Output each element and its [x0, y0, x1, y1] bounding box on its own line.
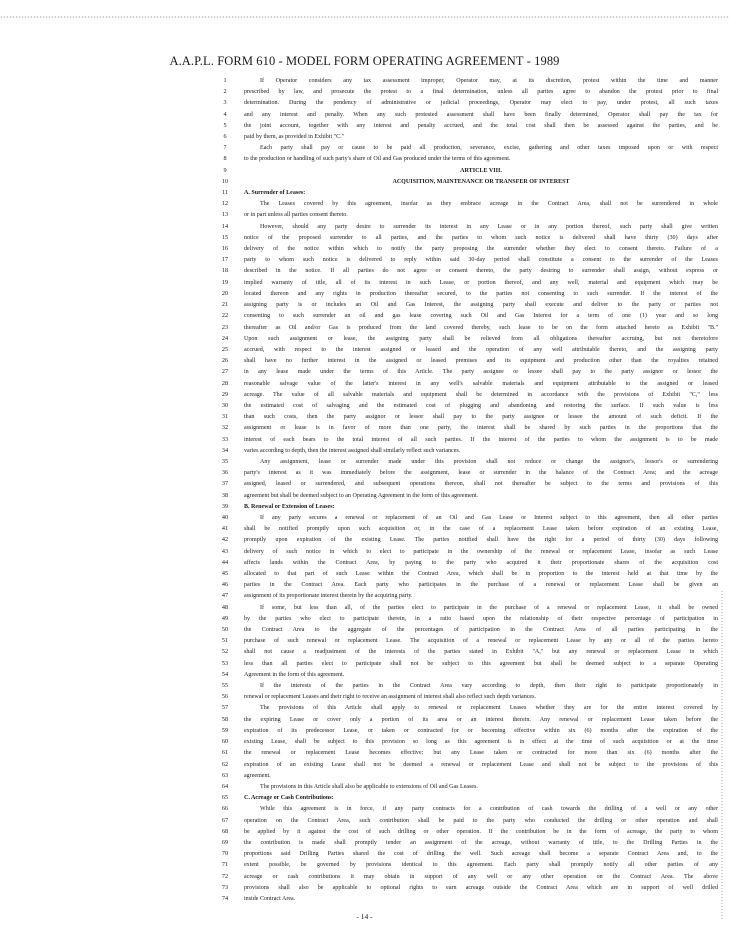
document-line — [0, 726, 729, 736]
line-number: 55 — [221, 682, 229, 690]
line-number: 31 — [221, 413, 229, 421]
line-number: 34 — [221, 446, 229, 454]
line-text: delivery of such notice in which to elect to participate in the ownership of the renewal or replacement Lease, insofar as such Lease — [244, 548, 718, 555]
line-text: inside Contract Area. — [244, 895, 296, 902]
line-number: 57 — [221, 704, 229, 712]
document-line — [0, 98, 729, 108]
line-text: party to whom such notice is delivered to reply within said 30-day period shall constitute a consent to the surrender of the Leases — [244, 257, 718, 264]
line-number: 36 — [221, 469, 229, 477]
document-line — [0, 311, 729, 321]
line-number: 66 — [221, 805, 229, 813]
line-number: 51 — [221, 637, 229, 645]
line-number: 10 — [221, 177, 229, 185]
document-line — [0, 278, 729, 288]
document-line — [0, 233, 729, 243]
line-text: Each party shall pay or cause to be paid all production, severance, excise, gathering and other taxes imposed upon or with respect — [260, 145, 718, 152]
document-line — [0, 625, 729, 635]
line-text: renewal or replacement Leases and their right to receive an assignment of interest shall also reflect such depth variances. — [244, 694, 536, 701]
line-number: 47 — [221, 592, 229, 600]
line-text: C. Acreage or Cash Contributions: — [244, 795, 334, 802]
document-line — [0, 748, 729, 758]
document-line — [0, 166, 729, 176]
document-line — [0, 199, 729, 209]
line-text: the contribution is made shall promptly tender an assignment of the acreage, without warranty of title, to the Drilling Parties in the — [244, 839, 718, 846]
line-text: Upon such assignment or lease, the assigning party shall be relieved from all obligations thereafter accruing, but not theretofore — [244, 335, 718, 342]
line-number: 33 — [221, 435, 229, 443]
line-text: expiration of its predecessor Lease, or taken or contracted for or becoming effective within six (6) months after the expiration of the — [244, 727, 718, 734]
document-line — [0, 244, 729, 254]
line-text: notice of the proposed surrender to all parties, and the parties to whom such notice is delivered shall have thirty (30) days after — [244, 234, 718, 241]
document-line — [0, 210, 729, 220]
line-number: 12 — [221, 200, 229, 208]
line-number: 25 — [221, 345, 229, 353]
line-text: less than all parties elect to participate shall not be subject to this agreement but shall be deemed subject to a separate Operating — [244, 660, 718, 667]
document-line — [0, 390, 729, 400]
line-text: If some, but less than all, of the parties elect to participate in the purchase of a renewal or replacement Lease, it shall be owned — [260, 604, 718, 611]
line-text: than such costs, then the party assignor or lessor shall pay to the party assignee or lessee the amount of such deficit. If the — [244, 414, 718, 421]
line-number: 73 — [221, 883, 229, 891]
document-line — [0, 872, 729, 882]
document-line — [0, 535, 729, 545]
line-text: provisions shall also be applicable to optional rights to earn acreage outside the Contract Area which are in support of well drilled — [244, 884, 718, 891]
document-line — [0, 255, 729, 265]
line-number: 20 — [221, 289, 229, 297]
document-line — [0, 334, 729, 344]
line-number: 13 — [221, 211, 229, 219]
line-text: extent possible, be governed by provisions identical to this agreement. Each party shall promptly notify all other parties of any — [244, 862, 718, 869]
line-text: expiration of an existing Lease shall not be deemed a renewal or replacement Lease and shall not be subject to the provisions of this — [244, 761, 718, 768]
line-text: located thereon and any rights in production thereafter secured, to the parties not consenting to such surrender. If the interest of the — [244, 290, 718, 297]
line-number: 1 — [223, 77, 227, 84]
line-text: paid by them, as provided in Exhibit "C." — [244, 134, 345, 141]
line-text: assigned, leased or surrendered, and subsequent operations thereon, shall not thereafter be subject to the terms and provisions of this — [244, 481, 718, 488]
line-text: to the production or handling of such party's share of Oil and Gas produced under the terms of this agreement. — [244, 156, 511, 163]
line-number: 54 — [221, 670, 229, 678]
line-text: If any party secures a renewal or replacement of an Oil and Gas Lease or Interest subject to this agreement, then all other parties — [260, 515, 718, 521]
line-number: 46 — [221, 581, 229, 589]
line-number: 59 — [221, 726, 229, 734]
line-text: While this agreement is in force, if any party contracts for a contribution of cash towards the drilling of a well or any other — [260, 806, 718, 813]
line-text: be applied by it against the cost of such drilling or other operation. If the contribution be in the form of acreage, the party to whom — [244, 828, 718, 835]
line-text: ACQUISITION, MAINTENANCE OR TRANSFER OF INTEREST — [392, 178, 570, 185]
line-number: 74 — [221, 894, 229, 902]
line-number: 48 — [221, 603, 229, 611]
line-text: acreage or cash contributions it may obtain in support of any well or any other operation on the Contract Area. The above — [244, 873, 718, 880]
line-number: 39 — [221, 502, 229, 510]
line-number: 8 — [223, 155, 227, 163]
line-text: and any interest and penalty. When any such protested assessment shall have been finally determined, Operator shall pay the tax for — [244, 111, 718, 118]
line-number: 40 — [221, 514, 229, 521]
line-number: 7 — [223, 144, 227, 152]
line-text: assigning party is or includes an Oil and Gas Interest, the assigning party shall execute and deliver to the party or parties not — [244, 302, 718, 309]
line-number: 23 — [221, 323, 229, 331]
line-text: Any assignment, lease or surrender made under this provision shall not reduce or change the assignor's, lessor's or surrendering — [260, 458, 718, 465]
line-number: 11 — [222, 189, 228, 197]
document-line — [0, 883, 729, 893]
line-text: accrued, with respect to the interest assigned or leased and the operation of any well attributable thereto, and the assigning party — [244, 346, 718, 353]
line-text: promptly upon expiration of the existing Lease. The parties notified shall have the right for a period of thirty (30) days following — [244, 537, 718, 544]
line-number: 28 — [221, 379, 229, 387]
document-line — [0, 177, 729, 187]
document-line — [0, 849, 729, 859]
line-number: 21 — [221, 301, 229, 309]
line-number: 9 — [223, 166, 227, 174]
document-title: A.A.P.L. FORM 610 - MODEL FORM OPERATING AGREEMENT - 1989 — [169, 54, 560, 69]
line-text: If the interests of the parties in the Contract Area vary according to depth, then their right to participate proportionately in — [260, 683, 718, 690]
line-text: assignment of its proportionate interest therein by the acquiring party. — [244, 593, 413, 600]
line-text: reasonable salvage value of the latter's interest in any well's salvable materials and equipment attributable to the assigned or leased — [244, 380, 718, 387]
line-number: 60 — [221, 738, 229, 746]
line-text: A. Surrender of Leases: — [244, 190, 306, 197]
line-number: 71 — [221, 861, 229, 869]
line-text: shall not cause a readjustment of the interests of the parties stated in Exhibit "A," but any renewal or replacement Lease in which — [244, 649, 718, 656]
line-number: 2 — [223, 88, 227, 96]
line-text: assignment or lease is in favor of more than one party, the interest shall be shared by such parties in the proportions that the — [244, 425, 718, 432]
line-number: 24 — [221, 334, 229, 342]
line-text: prescribed by law, and prosecute the protest to a final determination, unless all parties agree to abandon the protest prior to final — [244, 89, 718, 96]
document-line — [0, 188, 729, 198]
line-number: 16 — [221, 245, 229, 253]
line-text: If Operator considers any tax assessment improper, Operator may, at its discretion, protest within the time and manner — [260, 78, 718, 84]
line-number: 72 — [221, 872, 229, 880]
document-line — [0, 479, 729, 489]
document-line — [0, 446, 729, 456]
document-line — [0, 804, 729, 814]
line-text: varies according to depth, then the interest assigned shall similarly reflect such variances. — [244, 447, 461, 454]
document-line — [0, 412, 729, 422]
line-number: 30 — [221, 401, 229, 409]
document-line — [0, 636, 729, 646]
line-number: 37 — [221, 480, 229, 488]
document-line — [0, 222, 729, 232]
line-text: acreage. The value of all salvable materials and equipment shall be determined in accordance with the provisions of Exhibit "C," less — [244, 391, 718, 398]
line-number: 52 — [221, 648, 229, 656]
document-line — [0, 771, 729, 781]
document-line — [0, 457, 729, 467]
document-line — [0, 367, 729, 377]
line-number: 35 — [221, 457, 229, 465]
line-number: 56 — [221, 693, 229, 701]
line-number: 43 — [221, 547, 229, 555]
document-line — [0, 591, 729, 601]
line-number: 53 — [221, 659, 229, 667]
line-text: interest of each bears to the total interest of all such parties. If the interest of the parties to whom the assignment is to be made — [244, 436, 718, 443]
line-number: 14 — [221, 222, 229, 230]
document-line — [0, 681, 729, 691]
document-line — [0, 670, 729, 680]
line-text: the Contract Area to the aggregate of the percentages of participation in the Contract Area of all parties participating in the — [244, 627, 718, 634]
line-number: 64 — [221, 782, 229, 790]
document-line — [0, 468, 729, 478]
document-line — [0, 647, 729, 657]
line-number: 15 — [221, 233, 229, 241]
document-line — [0, 87, 729, 97]
line-number: 26 — [221, 357, 229, 365]
line-number: 41 — [221, 525, 229, 533]
line-text: thereafter as Oil and/or Gas is produced from the land covered thereby, such lease to be on the form attached hereto as Exhibit "B." — [244, 324, 718, 331]
document-line — [0, 715, 729, 725]
document-line — [0, 513, 729, 523]
document-line — [0, 816, 729, 826]
line-number: 18 — [221, 267, 229, 275]
document-line — [0, 569, 729, 579]
line-number: 5 — [223, 121, 227, 129]
line-number: 22 — [221, 312, 229, 320]
line-number: 42 — [221, 536, 229, 544]
line-text: The Leases covered by this agreement, insofar as they embrace acreage in the Contract Area, shall not be surrendered in whole — [260, 201, 718, 208]
document-line — [0, 782, 729, 792]
document-line — [0, 827, 729, 837]
line-number: 3 — [223, 99, 227, 107]
line-number: 49 — [221, 614, 229, 622]
line-number: 62 — [221, 760, 229, 768]
document-line — [0, 266, 729, 276]
line-text: parties in the Contract Area. Each party who participates in the purchase of a renewal or replacement Lease shall be given an — [244, 582, 718, 589]
line-text: allocated to that part of such Lease within the Contract Area, which shall be in proportion to the interest held at that time by the — [244, 571, 718, 578]
document-line — [0, 110, 729, 120]
document-line — [0, 401, 729, 411]
document-line — [0, 860, 729, 870]
document-line — [0, 379, 729, 389]
line-text: or in part unless all parties consent thereto. — [244, 212, 348, 219]
line-text: the estimated cost of salvaging and the estimated cost of plugging and abandoning and restoring the surface. If such value is less — [244, 402, 718, 409]
line-number: 32 — [221, 424, 229, 432]
document-line — [0, 614, 729, 624]
line-text: the expiring Lease or cover only a portion of its area or an interest therein. Any renewal or replacement Lease taken before the — [244, 716, 718, 723]
document-line — [0, 760, 729, 770]
line-text: described in the notice. If all parties do not agree or consent thereto, the party desiring to surrender shall assign, without express or — [244, 268, 718, 275]
line-text: Agreement in the form of this agreement. — [244, 671, 345, 678]
page-number: - 14 - — [356, 912, 373, 921]
document-line — [0, 423, 729, 433]
document-line — [0, 132, 729, 142]
line-text: the renewal or replacement Lease becomes effective; but any Lease taken or contracted for more than six (6) months after the — [244, 750, 718, 757]
line-number: 63 — [221, 771, 229, 779]
document-line — [0, 659, 729, 669]
line-text: in any lease made under the terms of this Article. The party assignee or lessee shall pay to the party assignor or lessor the — [244, 369, 718, 376]
line-number: 68 — [221, 827, 229, 835]
line-text: proportions said Drilling Parties shared the cost of drilling the well. Such acreage shall become a separate Contract Area and, to the — [244, 851, 718, 858]
line-text: operation on the Contract Area, such contribution shall be paid to the party who conducted the drilling or other operation and shall — [244, 817, 718, 824]
line-number: 6 — [223, 133, 227, 141]
line-text: purchase of such renewal or replacement Lease. The acquisition of a renewal or replacement Lease by any or all of the parties hereto — [244, 638, 718, 645]
document-line — [0, 580, 729, 590]
line-text: the joint account, together with any interest and penalty accrued, and the total cost shall then be assessed against the parties, and be — [244, 122, 718, 129]
document-line — [0, 603, 729, 613]
line-number: 58 — [221, 715, 229, 723]
line-text: shall be notified promptly upon such acquisition or, in the case of a replacement Lease taken before expiration of an existing Lease, — [244, 526, 718, 533]
document-line — [0, 289, 729, 299]
line-text: existing Lease, shall be subject to this provision so long as this agreement is in effect at the time of such acquisition or at the time — [244, 739, 718, 746]
line-text: ARTICLE VIII. — [460, 167, 502, 174]
line-number: 50 — [221, 626, 229, 634]
line-text: by the parties who elect to participate therein, in a ratio based upon the relationship of their respective percentage of participation in — [244, 615, 718, 622]
line-number: 4 — [223, 110, 227, 118]
line-text: However, should any party desire to surrender its interest in any Lease or in any portion thereof, such party shall give written — [260, 223, 718, 230]
line-text: agreement. — [244, 772, 271, 779]
document-line — [0, 558, 729, 568]
document-line — [0, 356, 729, 366]
document-line — [0, 692, 729, 702]
document-line — [0, 154, 729, 164]
line-text: The provisions of this Article shall apply to renewal or replacement Leases whether they are for the entire interest covered by — [260, 705, 718, 712]
document-line — [0, 737, 729, 747]
line-text: The provisions in this Article shall also be applicable to extensions of Oil and Gas Leases. — [260, 783, 478, 790]
document-line — [0, 793, 729, 803]
document-line — [0, 894, 729, 904]
document-line — [0, 547, 729, 557]
line-number: 38 — [221, 491, 229, 499]
line-number: 29 — [221, 390, 229, 398]
line-text: implied warranty of title, all of its interest in such Lease, or portion thereof, and any well, material and equipment which may be — [244, 279, 718, 286]
line-number: 19 — [221, 278, 229, 286]
line-text: shall have no further interest in the assigned or leased premises and its equipment and production other than the royalties retained — [244, 358, 718, 365]
line-number: 45 — [221, 570, 229, 578]
document-line — [0, 345, 729, 355]
line-text: affects lands within the Contract Area, by paying to the party who acquired it their proportionate shares of the acquisition cost — [244, 559, 718, 566]
line-number: 27 — [221, 368, 229, 376]
document-line — [0, 121, 729, 131]
line-number: 44 — [221, 558, 229, 566]
document-line — [0, 76, 729, 86]
document-line — [0, 491, 729, 501]
line-number: 70 — [221, 850, 229, 858]
line-text: party's interest as it was immediately before the assignment, lease or surrender in the balance of the Contract Area; and the acreage — [244, 470, 718, 477]
line-number: 69 — [221, 838, 229, 846]
line-number: 65 — [221, 794, 229, 802]
document-line — [0, 502, 729, 512]
document-line — [0, 323, 729, 333]
document-line — [0, 435, 729, 445]
line-number: 17 — [221, 256, 229, 264]
line-text: consenting to such surrender an oil and gas lease covering such Oil and Gas Interest for a term of one (1) year and so long — [244, 313, 718, 320]
line-text: B. Renewal or Extension of Leases: — [244, 503, 335, 510]
document-line — [0, 838, 729, 848]
document-line — [0, 143, 729, 153]
line-text: determination. During the pendency of administrative or judicial proceedings, Operator may elect to pay, under protest, all such taxes — [244, 100, 718, 107]
document-line — [0, 300, 729, 310]
line-text: delivery of the notice within which to notify the party proposing the surrender whether they elect to consent thereto. Failure of a — [244, 246, 718, 253]
line-text: agreement but shall be deemed subject to an Operating Agreement in the form of this agreement. — [244, 492, 479, 499]
line-number: 67 — [221, 816, 229, 824]
line-number: 61 — [221, 749, 229, 757]
document-line — [0, 524, 729, 534]
document-line — [0, 703, 729, 713]
